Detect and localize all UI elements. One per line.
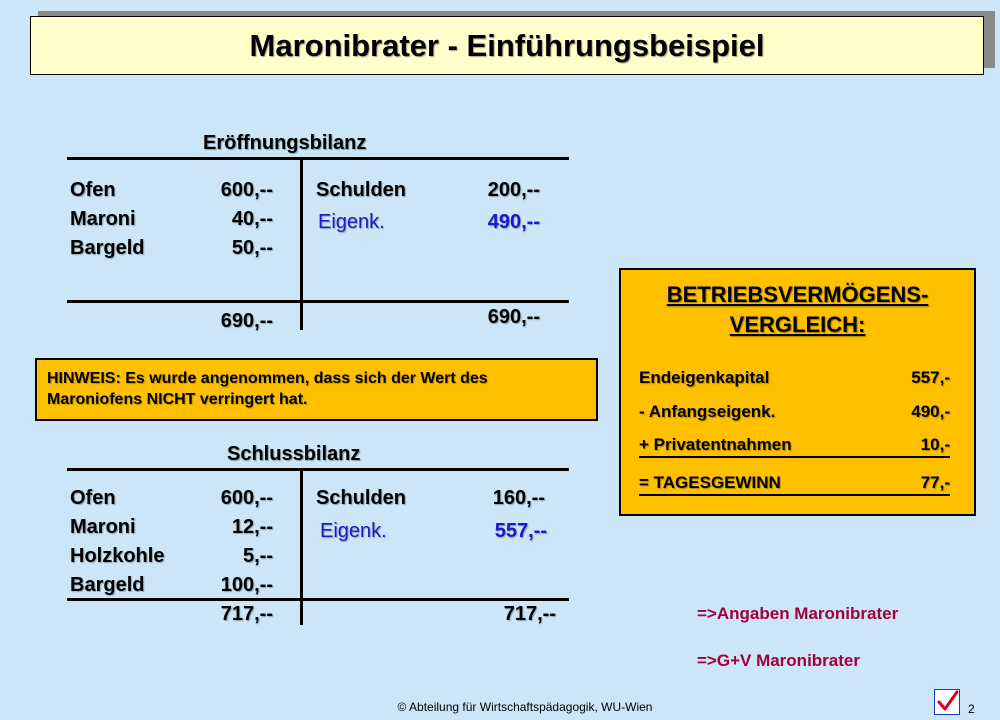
eb-aktiva-value: 600,-- <box>220 179 273 201</box>
eb-aktiva-label: Ofen <box>70 179 116 201</box>
eb-passiva-label: Eigenk. <box>318 211 385 233</box>
vergleich-total-underline <box>639 494 950 496</box>
sb-aktiva-value: 100,-- <box>220 574 273 596</box>
eb-passiva-value: 200,-- <box>487 179 540 201</box>
sb-aktiva-value: 5,-- <box>243 545 273 567</box>
vergleich-heading-line2: VERGLEICH: <box>729 312 866 337</box>
vergleich-row-label: - Anfangseigenk. <box>639 402 776 421</box>
sb-aktiva-label: Maroni <box>70 516 136 538</box>
eb-sum-left: 690,-- <box>220 310 273 332</box>
sb-passiva-label: Schulden <box>316 487 407 509</box>
sb-sum-right: 717,-- <box>503 603 556 625</box>
sb-aktiva-label: Bargeld <box>70 574 145 596</box>
eb-passiva-value: 490,-- <box>487 211 540 233</box>
link-guv-maronibrater[interactable]: =>G+V Maronibrater <box>697 651 860 670</box>
eb-aktiva-label: Bargeld <box>70 237 145 259</box>
vergleich-heading-line1: BETRIEBSVERMÖGENS- <box>666 282 929 307</box>
vergleich-row-value: 557,- <box>911 368 950 387</box>
vergleich-underline <box>639 456 950 458</box>
eb-aktiva-label: Maroni <box>70 208 136 230</box>
sb-center-line <box>300 468 303 625</box>
sb-passiva-value: 160,-- <box>492 487 545 509</box>
sb-passiva-label: Eigenk. <box>320 520 387 542</box>
vergleich-row-label: + Privatentnahmen <box>639 435 792 454</box>
link-angaben-maronibrater[interactable]: =>Angaben Maronibrater <box>697 604 899 623</box>
sb-sum-left: 717,-- <box>220 603 273 625</box>
vergleich-row-value: 490,- <box>911 402 950 421</box>
sb-aktiva-label: Ofen <box>70 487 116 509</box>
eb-passiva-label: Schulden <box>316 179 407 201</box>
eb-sum-line <box>67 300 569 303</box>
sb-aktiva-value: 600,-- <box>220 487 273 509</box>
sb-passiva-value: 557,-- <box>494 520 547 542</box>
hinweis-note: HINWEIS: Es wurde angenommen, dass sich der Wert des Maroniofens NICHT verringert hat. <box>35 358 598 421</box>
eb-aktiva-value: 50,-- <box>231 237 273 259</box>
check-icon[interactable] <box>934 689 960 715</box>
page-number: 2 <box>968 702 975 716</box>
eb-center-line <box>300 157 303 330</box>
vergleich-row-value: 77,- <box>920 473 950 492</box>
sb-sum-line <box>67 598 569 601</box>
vergleich-row-label: Endeigenkapital <box>639 368 770 387</box>
eb-top-line <box>67 157 569 160</box>
page-title: Maronibrater - Einführungsbeispiel <box>30 16 984 75</box>
sb-top-line <box>67 468 569 471</box>
sb-aktiva-value: 12,-- <box>231 516 273 538</box>
vergleich-row-label: = TAGESGEWINN <box>639 473 781 492</box>
schlussbilanz-title: Schlussbilanz <box>227 443 361 465</box>
sb-aktiva-label: Holzkohle <box>70 545 165 567</box>
vergleich-row-value: 10,- <box>920 435 950 454</box>
eroeffnungsbilanz-title: Eröffnungsbilanz <box>203 132 367 154</box>
eb-aktiva-value: 40,-- <box>231 208 273 230</box>
footer-copyright: © Abteilung für Wirtschaftspädagogik, WU-Wien <box>397 700 653 714</box>
eb-sum-right: 690,-- <box>487 306 540 328</box>
